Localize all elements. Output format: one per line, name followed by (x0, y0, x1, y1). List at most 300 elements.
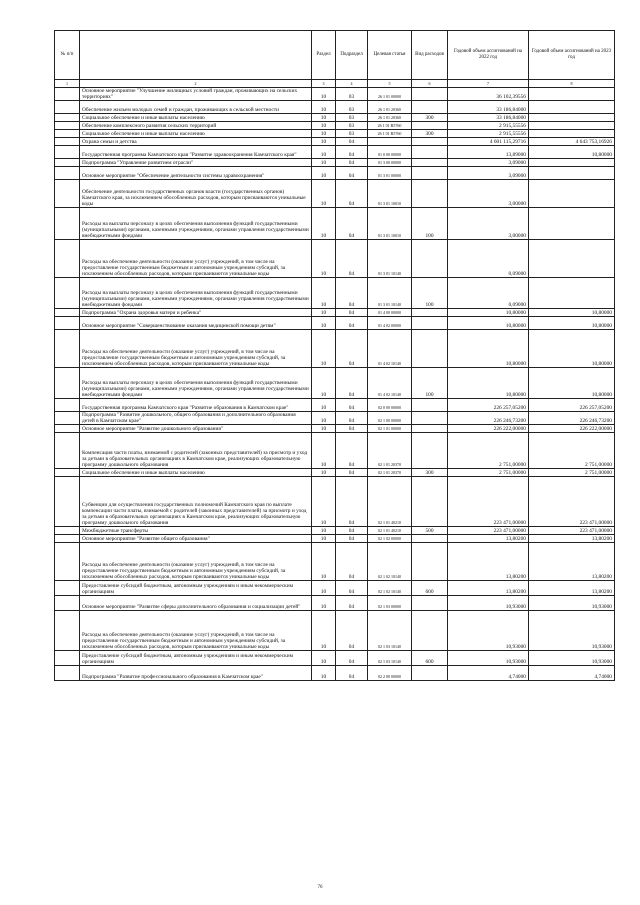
row-number-cell (55, 138, 80, 146)
row-exp-type-cell (412, 535, 448, 543)
row-number-cell (55, 278, 80, 309)
row-target-cell: 02 1 03 00000 (368, 596, 412, 611)
row-number-cell (55, 596, 80, 611)
header-index-row (55, 80, 615, 88)
row-number-cell (55, 651, 80, 666)
row-vol-2022-cell: 226 257,05200 (448, 399, 529, 412)
row-vol-2023-cell: 223 471,00000 (529, 527, 615, 535)
row-name-cell: Компенсация части платы, взимаемой с родителей (законных представителей) за присмотр и уход за детьми в образовательных организациях в Камчатском крае, реализующих образовательную программу дошкольного образования (80, 433, 312, 469)
header-index: 2 (80, 80, 312, 88)
row-name-cell: Социальное обеспечение и иные выплаты населению (80, 130, 312, 138)
row-name-cell: Основное мероприятие "Совершенствование оказания медицинской помощи детям" (80, 317, 312, 330)
row-name-cell: Подпрограмма "Охрана здоровья матери и ребенка" (80, 309, 312, 317)
row-vol-2022-cell: 226 246,73200 (448, 412, 529, 425)
table-row (55, 240, 615, 278)
row-subsection-cell: 04 (336, 317, 368, 330)
row-vol-2022-cell: 10,80000 (448, 368, 529, 399)
table-row (55, 146, 615, 159)
row-vol-2022-cell: 36 102,39556 (448, 88, 529, 101)
row-exp-type-cell: 100 (412, 278, 448, 309)
row-subsection-cell: 04 (336, 399, 368, 412)
row-vol-2023-cell: 2 751,00000 (529, 433, 615, 469)
row-name-cell: Социальное обеспечение и иные выплаты населению (80, 114, 312, 122)
table-row (55, 611, 615, 651)
table-row (55, 651, 615, 666)
row-vol-2023-cell (529, 180, 615, 208)
header-num: № п/п (55, 31, 80, 80)
row-number-cell (55, 309, 80, 317)
row-vol-2022-cell: 226 222,00000 (448, 425, 529, 433)
row-vol-2023-cell: 13,80200 (529, 535, 615, 543)
row-exp-type-cell (412, 159, 448, 167)
row-subsection-cell: 04 (336, 412, 368, 425)
table-row (55, 309, 615, 317)
document-page (54, 30, 614, 681)
row-subsection-cell: 03 (336, 130, 368, 138)
row-vol-2022-cell: 13,80200 (448, 535, 529, 543)
row-vol-2022-cell: 4,74000 (448, 666, 529, 681)
row-exp-type-cell (412, 433, 448, 469)
row-subsection-cell: 04 (336, 278, 368, 309)
row-vol-2022-cell: 2 751,00000 (448, 433, 529, 469)
row-name-cell: Обеспечение жильем молодых семей и граждан, проживающих в сельской местности (80, 101, 312, 114)
row-exp-type-cell (412, 477, 448, 527)
row-target-cell: 02 1 01 00000 (368, 425, 412, 433)
row-exp-type-cell: 600 (412, 651, 448, 666)
row-exp-type-cell: 300 (412, 114, 448, 122)
row-section-cell: 10 (312, 581, 336, 596)
row-vol-2023-cell: 10,80000 (529, 317, 615, 330)
row-number-cell (55, 146, 80, 159)
row-target-cell: 01 4 02 10140 (368, 330, 412, 368)
row-number-cell (55, 167, 80, 180)
table-row (55, 469, 615, 477)
table-row (55, 527, 615, 535)
row-exp-type-cell (412, 596, 448, 611)
row-name-cell: Государственная программа Камчатского края "Развитие образования в Камчатском крае" (80, 399, 312, 412)
row-vol-2022-cell: 3,09000 (448, 167, 529, 180)
row-subsection-cell: 04 (336, 368, 368, 399)
row-exp-type-cell (412, 88, 448, 101)
row-name-cell: Предоставление субсидий бюджетным, автономным учреждениям и иным некоммерческим организациям (80, 581, 312, 596)
header-index: 4 (336, 80, 368, 88)
row-name-cell: Основное мероприятие "Улучшение жилищных условий граждан, проживающих на сельских территориях" (80, 88, 312, 101)
row-number-cell (55, 208, 80, 240)
row-section-cell: 10 (312, 433, 336, 469)
row-exp-type-cell: 100 (412, 208, 448, 240)
row-vol-2023-cell: 226 222,00000 (529, 425, 615, 433)
row-number-cell (55, 330, 80, 368)
row-vol-2023-cell (529, 130, 615, 138)
row-section-cell: 10 (312, 477, 336, 527)
row-subsection-cell: 04 (336, 433, 368, 469)
row-exp-type-cell (412, 138, 448, 146)
header-index: 5 (368, 80, 412, 88)
header-subsection: Подраздел (336, 31, 368, 80)
row-name-cell: Социальное обеспечение и иные выплаты населению (80, 469, 312, 477)
row-section-cell: 10 (312, 180, 336, 208)
header-section: Раздел (312, 31, 336, 80)
row-target-cell: 01 3 01 10010 (368, 208, 412, 240)
row-vol-2022-cell: 13,80200 (448, 581, 529, 596)
row-vol-2022-cell: 223 471,00000 (448, 477, 529, 527)
row-vol-2022-cell: 10,80000 (448, 330, 529, 368)
row-number-cell (55, 469, 80, 477)
row-name-cell: Расходы на обеспечение деятельности (оказание услуг) учреждений, в том числе на предоставление государственным бюджетным и автономным учреждениям субсидий, за исключением обособленных расходов, которым присваиваются уникальные коды (80, 611, 312, 651)
table-row (55, 412, 615, 425)
row-section-cell: 10 (312, 368, 336, 399)
row-subsection-cell: 04 (336, 535, 368, 543)
row-subsection-cell: 04 (336, 543, 368, 581)
row-vol-2022-cell: 223 471,00000 (448, 527, 529, 535)
row-exp-type-cell (412, 180, 448, 208)
table-row (55, 666, 615, 681)
row-exp-type-cell (412, 101, 448, 114)
row-name-cell: Подпрограмма "Развитие дошкольного, общего образования и дополнительного образования детей в Камчатском крае" (80, 412, 312, 425)
row-number-cell (55, 159, 80, 167)
row-vol-2023-cell: 223 471,00000 (529, 477, 615, 527)
row-target-cell (368, 138, 412, 146)
row-subsection-cell: 03 (336, 101, 368, 114)
table-row (55, 159, 615, 167)
row-exp-type-cell (412, 666, 448, 681)
row-target-cell: 01 3 01 10140 (368, 240, 412, 278)
header-exp-type: Вид расходов (412, 31, 448, 80)
row-number-cell (55, 535, 80, 543)
row-target-cell: 01 3 01 10010 (368, 180, 412, 208)
row-vol-2022-cell: 10,80000 (448, 309, 529, 317)
table-row (55, 368, 615, 399)
header-index: 1 (55, 80, 80, 88)
row-section-cell: 10 (312, 666, 336, 681)
row-vol-2022-cell: 10,80000 (448, 317, 529, 330)
row-vol-2022-cell: 13,80200 (448, 543, 529, 581)
row-number-cell (55, 433, 80, 469)
row-section-cell: 10 (312, 122, 336, 130)
table-row (55, 581, 615, 596)
row-vol-2023-cell (529, 278, 615, 309)
row-exp-type-cell (412, 412, 448, 425)
row-target-cell: 01 4 02 10140 (368, 368, 412, 399)
row-target-cell: 02 1 03 10140 (368, 611, 412, 651)
row-name-cell: Расходы на выплаты персоналу в целях обеспечения выполнения функций государственными (муниципальными) органами, казенными учреждениями, органами управления государственными внебюджетными фондами (80, 278, 312, 309)
row-vol-2023-cell: 10,93000 (529, 596, 615, 611)
row-exp-type-cell (412, 146, 448, 159)
row-exp-type-cell: 600 (412, 581, 448, 596)
row-vol-2023-cell: 10,93000 (529, 611, 615, 651)
row-target-cell: 26 1 01 00000 (368, 88, 412, 101)
row-exp-type-cell (412, 122, 448, 130)
row-vol-2023-cell: 10,80000 (529, 146, 615, 159)
table-body (55, 88, 615, 681)
row-target-cell: 02 1 03 10140 (368, 651, 412, 666)
row-name-cell: Предоставление субсидий бюджетным, автономным учреждениям и иным некоммерческим организациям (80, 651, 312, 666)
row-subsection-cell: 04 (336, 666, 368, 681)
row-name-cell: Расходы на обеспечение деятельности (оказание услуг) учреждений, в том числе на предоставление государственным бюджетным и автономным учреждениям субсидий, за исключением обособленных расходов, которым присваиваются уникальные коды (80, 240, 312, 278)
row-number-cell (55, 114, 80, 122)
row-subsection-cell: 04 (336, 208, 368, 240)
row-number-cell (55, 240, 80, 278)
row-vol-2022-cell: 2 915,55556 (448, 130, 529, 138)
row-number-cell (55, 122, 80, 130)
row-target-cell: 01 4 00 00000 (368, 309, 412, 317)
row-exp-type-cell (412, 399, 448, 412)
row-subsection-cell: 04 (336, 138, 368, 146)
row-section-cell: 10 (312, 138, 336, 146)
table-row (55, 317, 615, 330)
row-name-cell: Обеспечение деятельности государственных органов власти (государственных органов) Камчатского края, за исключением обособленных расходов, которым присваиваются уникальные коды (80, 180, 312, 208)
table-row (55, 543, 615, 581)
row-vol-2023-cell: 10,80000 (529, 330, 615, 368)
row-subsection-cell: 04 (336, 469, 368, 477)
table-row (55, 433, 615, 469)
table-row (55, 330, 615, 368)
row-name-cell: Расходы на обеспечение деятельности (оказание услуг) учреждений, в том числе на предоставление государственным бюджетным и автономным учреждениям субсидий, за исключением обособленных расходов, которым присваиваются уникальные коды (80, 543, 312, 581)
row-exp-type-cell (412, 240, 448, 278)
row-section-cell: 10 (312, 167, 336, 180)
row-target-cell: 01 0 00 00000 (368, 146, 412, 159)
row-subsection-cell: 04 (336, 146, 368, 159)
row-name-cell: Расходы на выплаты персоналу в целях обеспечения выполнения функций государственными (муниципальными) органами, казенными учреждениями, органами управления государственными внебюджетными фондами (80, 368, 312, 399)
row-number-cell (55, 543, 80, 581)
row-subsection-cell: 04 (336, 240, 368, 278)
row-exp-type-cell: 500 (412, 527, 448, 535)
row-name-cell: Подпрограмма "Развитие профессионального образования в Камчатском крае" (80, 666, 312, 681)
row-vol-2022-cell: 33 186,84000 (448, 101, 529, 114)
header-index: 3 (312, 80, 336, 88)
row-vol-2022-cell: 10,93000 (448, 596, 529, 611)
table-row (55, 88, 615, 101)
row-vol-2023-cell (529, 208, 615, 240)
table-row (55, 535, 615, 543)
row-section-cell: 10 (312, 88, 336, 101)
row-vol-2022-cell: 10,93000 (448, 651, 529, 666)
row-name-cell: Основное мероприятие "Развитие сферы дополнительного образования и социализации детей" (80, 596, 312, 611)
row-vol-2022-cell: 3,00000 (448, 208, 529, 240)
row-number-cell (55, 399, 80, 412)
row-vol-2023-cell: 4,74000 (529, 666, 615, 681)
row-exp-type-cell (412, 425, 448, 433)
row-vol-2023-cell (529, 167, 615, 180)
row-vol-2023-cell: 13,80200 (529, 543, 615, 581)
row-section-cell: 10 (312, 611, 336, 651)
row-subsection-cell: 04 (336, 611, 368, 651)
row-vol-2023-cell (529, 159, 615, 167)
row-section-cell: 10 (312, 527, 336, 535)
row-vol-2023-cell (529, 88, 615, 101)
row-target-cell: 02 1 01 20370 (368, 433, 412, 469)
row-vol-2023-cell: 4 643 753,16926 (529, 138, 615, 146)
row-target-cell: 02 1 01 20370 (368, 469, 412, 477)
row-vol-2023-cell: 226 257,05200 (529, 399, 615, 412)
row-section-cell: 10 (312, 278, 336, 309)
row-vol-2023-cell: 10,93000 (529, 651, 615, 666)
row-number-cell (55, 611, 80, 651)
row-subsection-cell: 04 (336, 330, 368, 368)
row-section-cell: 10 (312, 317, 336, 330)
row-subsection-cell: 04 (336, 527, 368, 535)
row-number-cell (55, 88, 80, 101)
row-section-cell: 10 (312, 469, 336, 477)
row-exp-type-cell (412, 611, 448, 651)
table-row (55, 425, 615, 433)
table-row (55, 278, 615, 309)
row-vol-2022-cell: 4 601 115,29716 (448, 138, 529, 146)
row-subsection-cell: 04 (336, 425, 368, 433)
row-target-cell: 26 1 01 20360 (368, 101, 412, 114)
row-number-cell (55, 180, 80, 208)
header-vol-2022: Годовой объем ассигнований на 2022 год (448, 31, 529, 80)
header-target: Целевая статья (368, 31, 412, 80)
row-subsection-cell: 04 (336, 581, 368, 596)
row-exp-type-cell: 300 (412, 130, 448, 138)
row-name-cell: Охрана семьи и детства (80, 138, 312, 146)
row-subsection-cell: 03 (336, 88, 368, 101)
row-name-cell: Основное мероприятие "Развитие дошкольного образования" (80, 425, 312, 433)
row-number-cell (55, 527, 80, 535)
row-number-cell (55, 368, 80, 399)
row-name-cell: Основное мероприятие "Развитие общего образования" (80, 535, 312, 543)
row-target-cell: 01 3 01 00000 (368, 167, 412, 180)
row-subsection-cell: 04 (336, 477, 368, 527)
row-vol-2022-cell: 3,09000 (448, 159, 529, 167)
row-name-cell: Подпрограмма "Управление развитием отрасли" (80, 159, 312, 167)
row-section-cell: 10 (312, 651, 336, 666)
row-target-cell: 02 1 02 00000 (368, 535, 412, 543)
row-section-cell: 10 (312, 240, 336, 278)
row-name-cell: Основное мероприятие "Обеспечение деятельности системы здравоохранения" (80, 167, 312, 180)
row-name-cell: Расходы на обеспечение деятельности (оказание услуг) учреждений, в том числе на предоставление государственным бюджетным и автономным учреждениям субсидий, за исключением обособленных расходов, которым присваиваются уникальные коды (80, 330, 312, 368)
row-vol-2022-cell: 0,09000 (448, 278, 529, 309)
row-number-cell (55, 581, 80, 596)
row-vol-2023-cell: 10,80000 (529, 309, 615, 317)
header-index: 6 (412, 80, 448, 88)
row-number-cell (55, 412, 80, 425)
header-vol-2023: Годовой объем ассигнований на 2023 год (529, 31, 615, 80)
row-target-cell: 26 1 01 20360 (368, 114, 412, 122)
row-target-cell: 02 1 02 10140 (368, 543, 412, 581)
row-vol-2023-cell: 13,80200 (529, 581, 615, 596)
row-vol-2023-cell: 10,80000 (529, 368, 615, 399)
row-subsection-cell: 03 (336, 122, 368, 130)
row-exp-type-cell (412, 309, 448, 317)
row-target-cell: 01 3 00 00000 (368, 159, 412, 167)
budget-table (54, 30, 615, 681)
row-section-cell: 10 (312, 159, 336, 167)
row-number-cell (55, 477, 80, 527)
table-row (55, 130, 615, 138)
row-vol-2022-cell: 10,93000 (448, 611, 529, 651)
row-target-cell: 02 1 02 10140 (368, 581, 412, 596)
row-vol-2023-cell (529, 122, 615, 130)
row-vol-2022-cell: 2 751,00000 (448, 469, 529, 477)
row-section-cell: 10 (312, 425, 336, 433)
table-row (55, 122, 615, 130)
row-subsection-cell: 04 (336, 180, 368, 208)
row-name-cell: Государственная программа Камчатского края "Развитие здравоохранения Камчатского края" (80, 146, 312, 159)
row-vol-2022-cell: 33 186,84000 (448, 114, 529, 122)
row-vol-2022-cell: 13,89000 (448, 146, 529, 159)
row-subsection-cell: 04 (336, 651, 368, 666)
row-section-cell: 10 (312, 208, 336, 240)
row-section-cell: 10 (312, 535, 336, 543)
row-name-cell: Обеспечение комплексного развития сельских территорий (80, 122, 312, 130)
row-target-cell: 02 0 00 00000 (368, 399, 412, 412)
row-section-cell: 10 (312, 114, 336, 122)
row-name-cell: Расходы на выплаты персоналу в целях обеспечения выполнения функций государственными (муниципальными) органами, казенными учреждениями, органами управления государственными внебюджетными фондами (80, 208, 312, 240)
row-vol-2022-cell: 2 915,55556 (448, 122, 529, 130)
row-subsection-cell: 04 (336, 167, 368, 180)
row-section-cell: 10 (312, 146, 336, 159)
row-section-cell: 10 (312, 101, 336, 114)
table-row (55, 596, 615, 611)
row-vol-2022-cell: 3,00000 (448, 180, 529, 208)
row-exp-type-cell (412, 317, 448, 330)
row-target-cell: 02 1 01 40210 (368, 527, 412, 535)
row-number-cell (55, 101, 80, 114)
row-target-cell: 02 1 00 00000 (368, 412, 412, 425)
row-target-cell: 02 1 01 40210 (368, 477, 412, 527)
row-target-cell: 26 1 01 R5760 (368, 130, 412, 138)
row-vol-2022-cell: 0,09000 (448, 240, 529, 278)
row-section-cell: 10 (312, 130, 336, 138)
header-index: 7 (448, 80, 529, 88)
row-subsection-cell: 03 (336, 114, 368, 122)
row-vol-2023-cell (529, 240, 615, 278)
row-number-cell (55, 425, 80, 433)
header-name (80, 31, 312, 80)
row-target-cell: 01 4 02 00000 (368, 317, 412, 330)
table-row (55, 180, 615, 208)
table-row (55, 167, 615, 180)
table-row (55, 399, 615, 412)
table-row (55, 208, 615, 240)
row-section-cell: 10 (312, 412, 336, 425)
row-vol-2023-cell: 2 751,00000 (529, 469, 615, 477)
row-number-cell (55, 130, 80, 138)
table-row (55, 138, 615, 146)
row-number-cell (55, 317, 80, 330)
row-target-cell: 01 3 01 10140 (368, 278, 412, 309)
header-index: 8 (529, 80, 615, 88)
row-vol-2023-cell (529, 101, 615, 114)
row-subsection-cell: 04 (336, 309, 368, 317)
row-name-cell: Субвенции для осуществления государственных полномочий Камчатского края по выплате компенсации части платы, взимаемой с родителей (законных представителей) за присмотр и уход за детьми в образовательных организациях в Камчатском крае, реализующих образовательную программу дошкольного образования (80, 477, 312, 527)
row-vol-2023-cell: 226 246,73200 (529, 412, 615, 425)
row-section-cell: 10 (312, 309, 336, 317)
page-number: 76 (317, 885, 323, 890)
row-target-cell: 02 2 00 00000 (368, 666, 412, 681)
header-row (55, 31, 615, 80)
row-section-cell: 10 (312, 596, 336, 611)
row-section-cell: 10 (312, 399, 336, 412)
table-row (55, 101, 615, 114)
row-name-cell: Межбюджетные трансферты (80, 527, 312, 535)
row-section-cell: 10 (312, 330, 336, 368)
row-number-cell (55, 666, 80, 681)
row-exp-type-cell: 300 (412, 469, 448, 477)
row-vol-2023-cell (529, 114, 615, 122)
row-subsection-cell: 04 (336, 159, 368, 167)
row-section-cell: 10 (312, 543, 336, 581)
row-subsection-cell: 04 (336, 596, 368, 611)
row-exp-type-cell: 100 (412, 368, 448, 399)
table-row (55, 477, 615, 527)
row-exp-type-cell (412, 167, 448, 180)
row-exp-type-cell (412, 543, 448, 581)
table-row (55, 114, 615, 122)
row-exp-type-cell (412, 330, 448, 368)
